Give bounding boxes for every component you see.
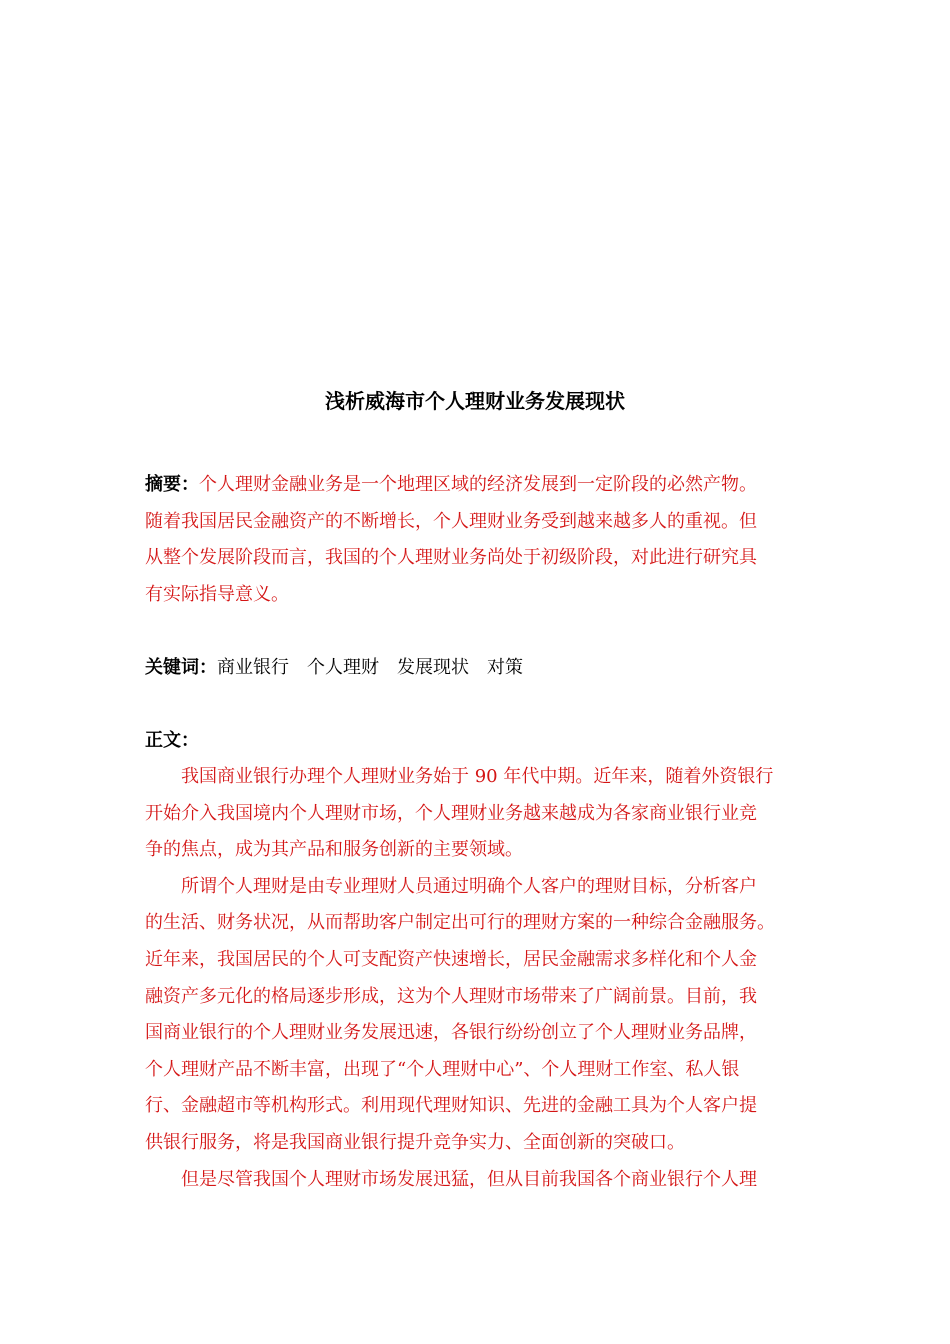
paragraph-2-line: 国商业银行的个人理财业务发展迅速，各银行纷纷创立了个人理财业务品牌， [145,1022,757,1044]
paragraph-2-line: 供银行服务，将是我国商业银行提升竞争实力、全面创新的突破口。 [145,1131,685,1153]
keyword: 发展现状 [397,657,469,678]
paragraph-1-line: 开始介入我国境内个人理财市场，个人理财业务越来越成为各家商业银行业竞 [145,802,757,824]
keyword: 商业银行 [217,657,289,678]
paragraph-3-line: 但是尽管我国个人理财市场发展迅猛，但从目前我国各个商业银行个人理 [181,1168,757,1190]
document-title: 浅析威海市个人理财业务发展现状 [325,389,625,413]
paragraph-2-line: 个人理财产品不断丰富，出现了“个人理财中心”、个人理财工作室、私人银 [145,1058,740,1080]
paragraph-1-line: 我国商业银行办理个人理财业务始于 90 年代中期。近年来，随着外资银行 [181,766,774,787]
body-text [145,759,825,1198]
keywords-line [145,650,825,687]
paragraph-2-line: 融资产多元化的格局逐步形成，这为个人理财市场带来了广阔前景。目前，我 [145,985,757,1007]
abstract-label: 摘要： [145,474,199,495]
keywords-section [145,650,825,687]
abstract-line-4: 有实际指导意义。 [145,583,289,605]
abstract-section [145,467,825,613]
paragraph-2-line: 所谓个人理财是由专业理财人员通过明确个人客户的理财目标，分析客户 [181,875,757,897]
keyword: 个人理财 [307,657,379,678]
abstract-line-3: 从整个发展阶段而言，我国的个人理财业务尚处于初级阶段，对此进行研究具 [145,547,757,569]
keyword: 对策 [487,657,523,678]
paragraph-2-line: 行、金融超市等机构形式。利用现代理财知识、先进的金融工具为个人客户提 [145,1095,757,1117]
body-section-header [145,723,825,760]
abstract-line-2: 随着我国居民金融资产的不断增长，个人理财业务受到越来越多人的重视。但 [145,510,757,532]
paragraph-1-line: 争的焦点，成为其产品和服务创新的主要领域。 [145,839,523,861]
body-label: 正文： [145,730,199,751]
abstract-text: 个人理财金融业务是一个地理区域的经济发展到一定阶段的必然产物。 [199,474,757,495]
keywords-label: 关键词： [145,657,217,678]
abstract-line-1 [145,467,825,504]
paragraph-2-line: 的生活、财务状况，从而帮助客户制定出可行的理财方案的一种综合金融服务。 [145,912,775,934]
paragraph-2-line: 近年来，我国居民的个人可支配资产快速增长，居民金融需求多样化和个人金 [145,948,757,970]
